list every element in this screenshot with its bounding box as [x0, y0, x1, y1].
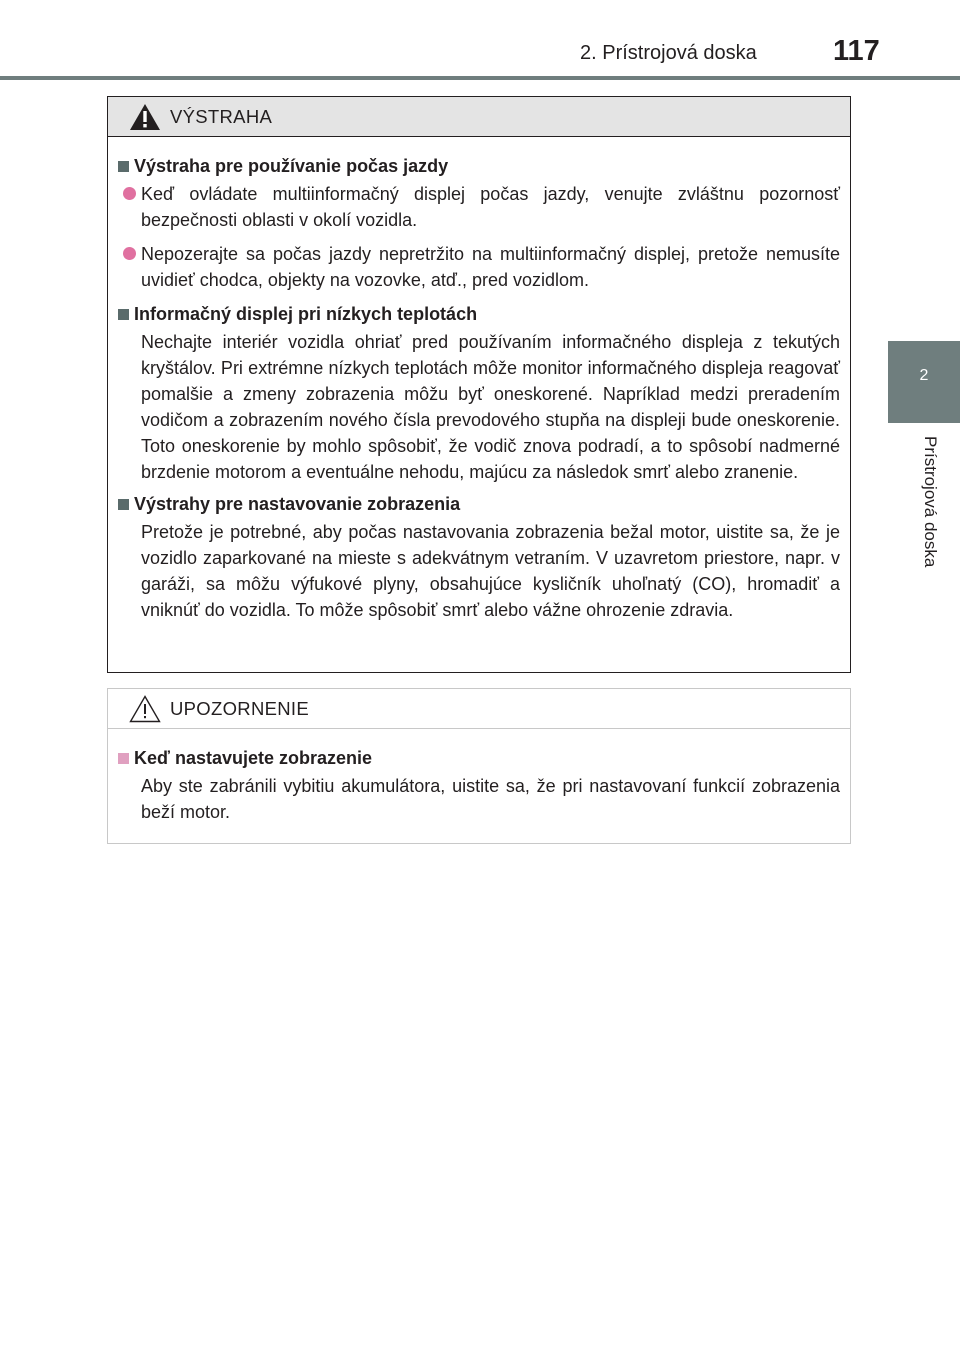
warning-triangle-icon: [128, 102, 162, 132]
chapter-tab-label: Prístrojová doska: [921, 436, 940, 568]
warning-triangle-outline-icon: [128, 694, 162, 724]
list-item: [118, 181, 840, 233]
list-item: [118, 241, 840, 293]
warning-box-header: [108, 97, 850, 137]
header-rule: [0, 76, 960, 80]
warning-box-title: VÝSTRAHA: [170, 105, 273, 127]
warning-box-body: [108, 137, 850, 623]
section-title: Výstrahy pre nastavovanie zobrazenia: [118, 491, 840, 517]
notice-box-title: UPOZORNENIE: [170, 697, 309, 719]
section-title: Keď nastavujete zobrazenie: [118, 745, 840, 771]
square-bullet-icon: [118, 309, 129, 320]
section-title: Výstraha pre používanie počas jazdy: [118, 153, 840, 179]
chapter-title: 2. Prístrojová doska: [580, 42, 757, 64]
bullet-text: Keď ovládate multiinformačný displej počas jazdy, venujte zvláštnu pozornosť bezpečnosti oblasti v okolí vozidla.: [141, 184, 840, 230]
square-bullet-icon: [118, 161, 129, 172]
square-bullet-icon: [118, 499, 129, 510]
chapter-tab-number: 2: [919, 367, 929, 384]
page-number: 117: [833, 35, 880, 67]
section-text: Nechajte interiér vozidla ohriať pred používaním informačného displeja z tekutých kryštálov. Pri extrémne nízkych teplotách môže monitor informačného displeja reagovať pomalšie a zmeny zobrazenia môžu byť oneskorené. Napríklad medzi preradením vodičom a zobrazením nového čísla prevodového stupňa na displeji bude oneskorenie. Toto oneskorenie by mohlo spôsobiť, že vodič znova podradí, a to spôsobí nadmerné brzdenie motorom a eventuálne nehodu, majúcu za následok smrť alebo zranenie.: [141, 332, 840, 482]
notice-box: [107, 688, 851, 844]
section-title: Informačný displej pri nízkych teplotách: [118, 301, 840, 327]
warning-box: [107, 96, 851, 673]
notice-box-body: [108, 729, 850, 825]
notice-box-header: [108, 689, 850, 729]
dot-bullet-icon: [123, 247, 136, 260]
square-bullet-icon: [118, 753, 129, 764]
chapter-tab: [888, 341, 960, 423]
dot-bullet-icon: [123, 187, 136, 200]
bullet-text: Nepozerajte sa počas jazdy nepretržito na multiinformačný displej, pretože nemusíte uvidieť chodca, objekty na vozovke, atď., pred vozidlom.: [141, 244, 840, 290]
section-text: Pretože je potrebné, aby počas nastavovania zobrazenia bežal motor, uistite sa, že je vozidlo zaparkované na mieste s adekvátnym vetraním. V uzavretom priestore, napr. v garáži, sa môžu výfukové plyny, obsahujúce kysličník uhoľnatý (CO), hromadiť a vniknúť do vozidla. To môže spôsobiť smrť alebo vážne ohrozenie zdravia.: [141, 522, 840, 620]
section-text: Aby ste zabránili vybitiu akumulátora, uistite sa, že pri nastavovaní funkcií zobrazenia beží motor.: [141, 776, 840, 822]
